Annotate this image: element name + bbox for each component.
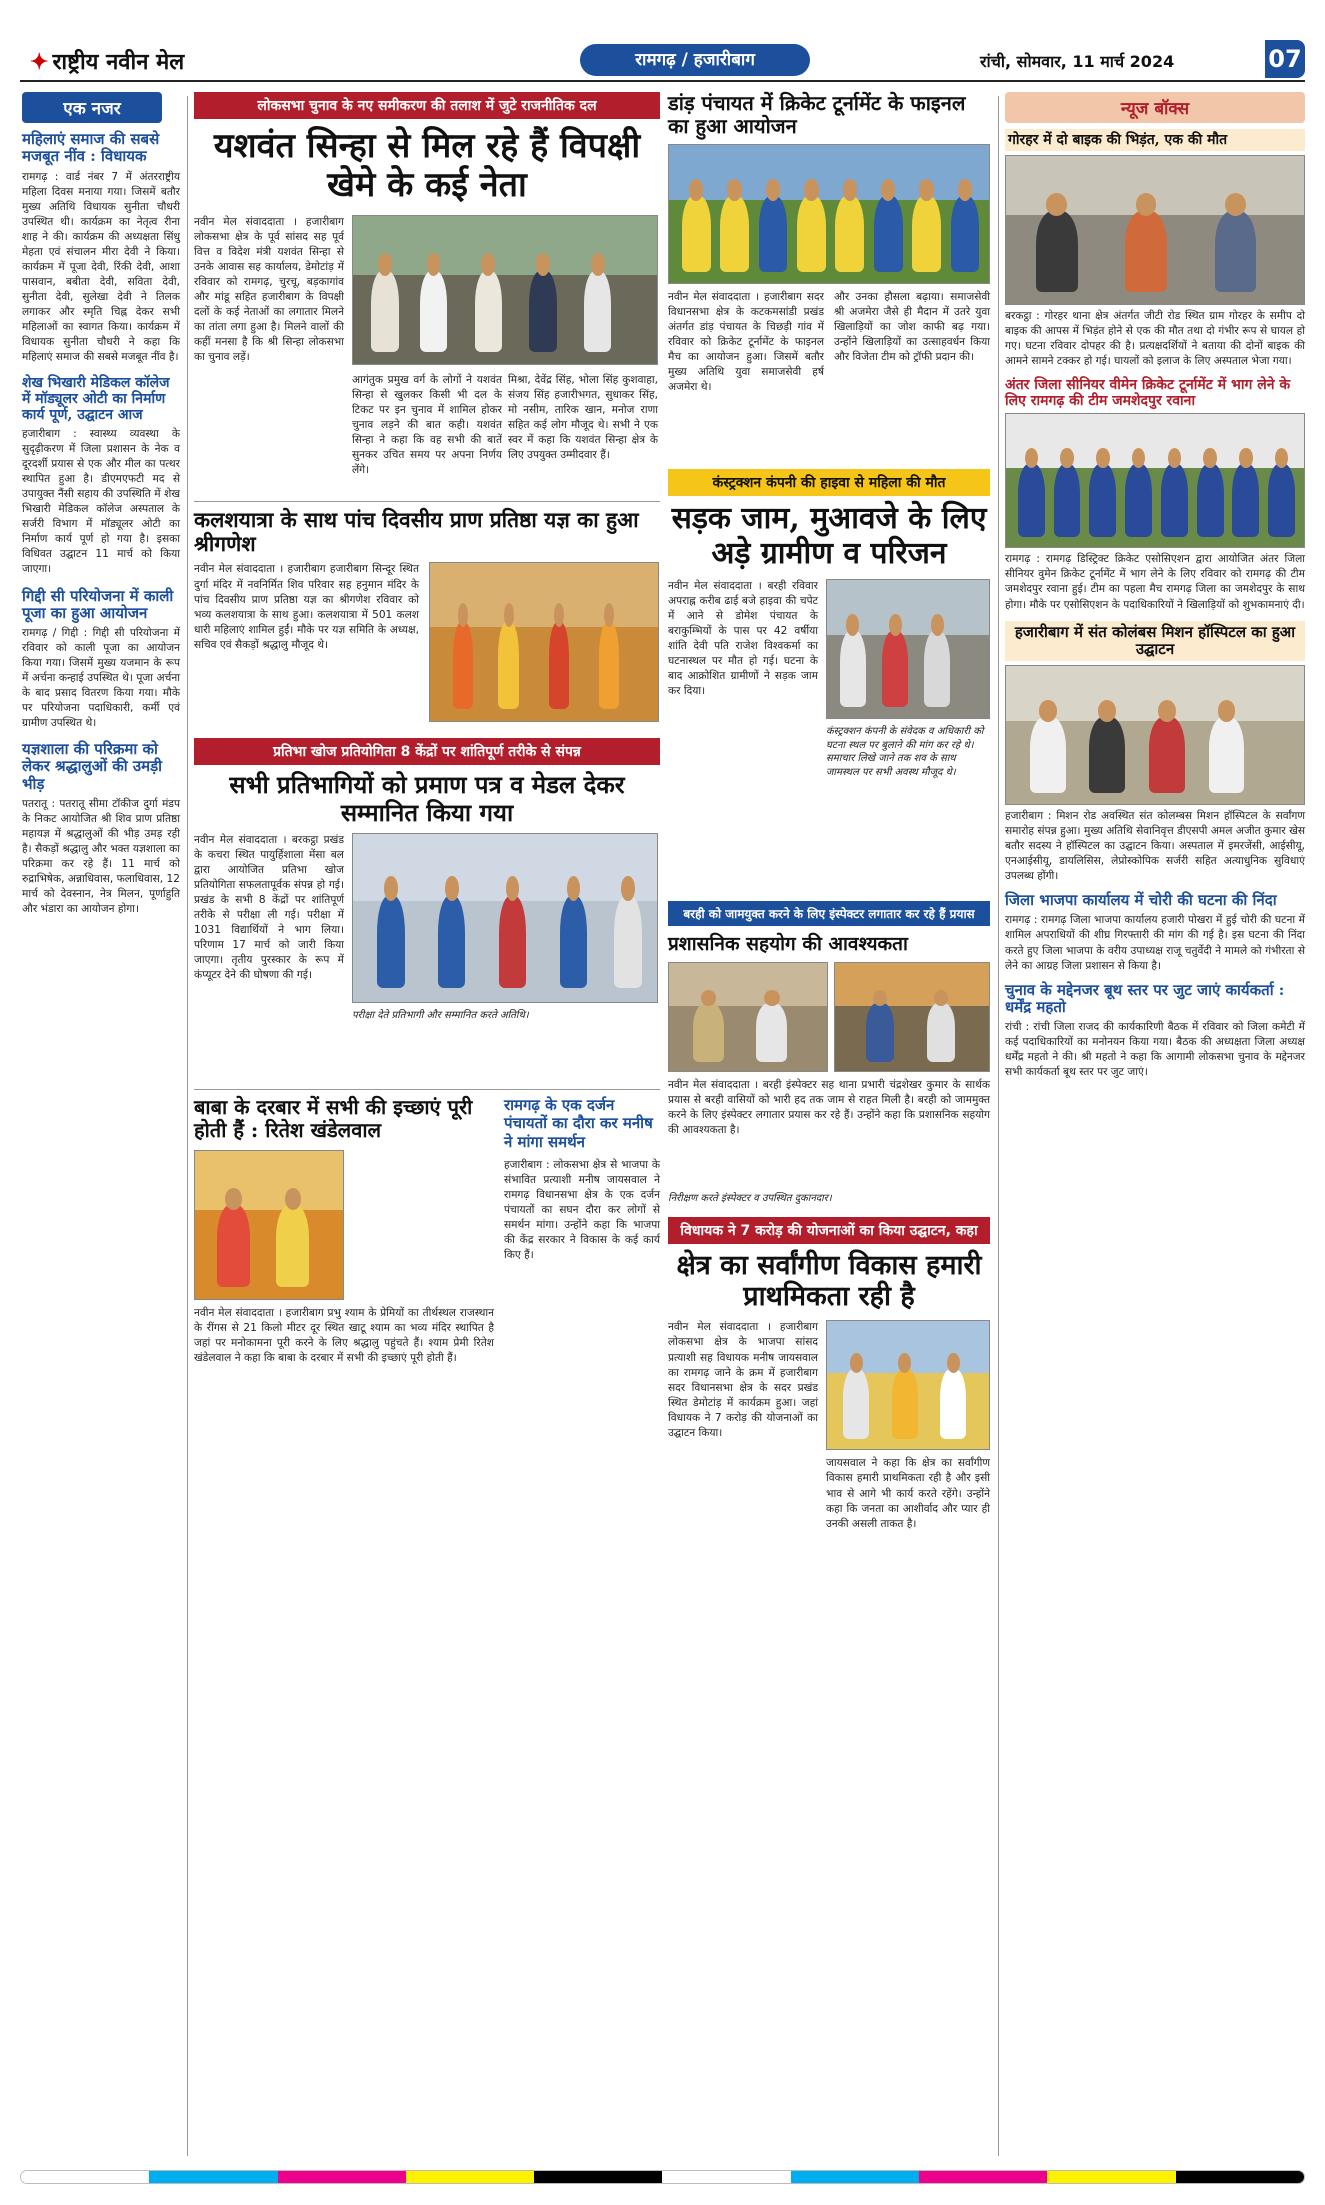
shops-photo [834, 962, 990, 1072]
shyam-photo [194, 1150, 344, 1300]
color-swatch [278, 2171, 406, 2183]
lead-story-block [194, 215, 660, 495]
cricket-photo [668, 144, 990, 284]
police-photo [668, 962, 828, 1072]
section-label: रामगढ़ / हजारीबाग [580, 44, 810, 76]
story-block [504, 1096, 660, 1263]
exam-photo [352, 833, 658, 1003]
story-headline: जिला भाजपा कार्यालय में चोरी की घटना की निंदा [1005, 891, 1277, 910]
story-strap: विधायक ने 7 करोड़ की योजनाओं का किया उद्घाटन, कहा [668, 1217, 990, 1244]
issue-date: रांची, सोमवार, 11 मार्च 2024 [980, 52, 1175, 71]
story-body: हजारीबाग : लोकसभा क्षेत्र से भाजपा के संभावित प्रत्याशी मनीष जायसवाल ने रामगढ़ विधानसभा क्षेत्र के एक दर्जन पंचायतों का सघन दौरा कर लोगों से समर्थन मांगा। उन्होंने कहा कि भाजपा की केंद्र सरकार ने विकास के कई कार्य किए हैं। [504, 1158, 660, 1262]
story-headline: अंतर जिला सीनियर वीमेन क्रिकेट टूर्नामेंट में भाग लेने के लिए रामगढ़ की टीम जमशेदपुर रवाना [1005, 377, 1291, 410]
story-headline: महिलाएं समाज की सबसे मजबूत नींव : विधायक [22, 130, 160, 166]
story-block [668, 962, 990, 1192]
story-body: रामगढ़ : वार्ड नंबर 7 में अंतरराष्ट्रीय महिला दिवस मनाया गया। जिसमें बतौर मुख्य अतिथि विधायक सुनीता चौधरी उपस्थित थी। कार्यक्रम का नेतृत्व रीना शाह ने की। कार्यक्रम की अध्यक्षता सिंधु मेहता एवं संचालन मीरा देवी ने किया। कार्यक्रम में पूजा देवी, रिंकी देवी, आशा पासवान, बबीता देवी, सविता देवी, सुनीता देवी, सुलेखा देवी ने तिलक लगाकर और स्मृति चिह्न देकर सभी महिलाओं का स्वागत किया। कार्यक्रम में विधायक सुनीता चौधरी ने कहा कि महिलाएं समाज की सबसे मजबूत नींव है। [22, 170, 180, 363]
story-body: हजारीबाग : स्वास्थ्य व्यवस्था के सुदृढ़ीकरण में जिला प्रशासन के नेक व दूरदर्शी प्रयास से एक और मील का पत्थर स्थापित हुआ है। डीएमएफटी मद से उपायुक्त नैंसी सहाय की उपस्थिति में शेख भिखारी मेडिकल कॉलेज अस्पताल के सर्जरी विभाग में मॉड्यूलर ओटी का निर्माण कार्य पूर्ण हो गया है। इसका विधिवत उद्घाटन 11 मार्च को किया जाएगा। [22, 428, 180, 576]
story-headline: डांड़ पंचायत में क्रिकेट टूर्नामेंट के फाइनल का हुआ आयोजन [668, 91, 966, 138]
column-news-box [1005, 92, 1305, 1080]
story-headline: यज्ञशाला की परिक्रमा को लेकर श्रद्धालुओं की उमड़ी भीड़ [22, 740, 162, 793]
hospital-photo [1005, 665, 1305, 805]
story-body: नवीन मेल संवाददाता । बरकट्ठा प्रखंड के कचरा स्थित पायुर्हिशाला मेंसा बल द्वारा आयोजित प्रतिभा खोज प्रतियोगिता सफलतापूर्वक संपन्न हो गई। प्रखंड के सभी 8 केंद्रों पर शांतिपूर्ण तरीके से परीक्षा ली गई। परीक्षा में 1031 विद्यार्थियों ने भाग लिया। परिणाम 17 मार्च को जारी किया जाएगा। तृतीय पुरस्कार के रूप में कंप्यूटर देने की घोषणा की गई। [194, 833, 344, 981]
yagya-photo [429, 562, 659, 722]
story-body: मिश्रा, देवेंद्र सिंह, भोला सिंह कुशवाहा, संजय सिंह हजारीभगत, सुधाकर सिंह, मो नसीम, तारिक खान, मनोज राणा सहित कई लोग मौजूद थे। सभी ने एक स्वर में कहा कि यशवंत सिन्हा क्षेत्र के लिए उपयुक्त उम्मीदवार हैं। [508, 374, 658, 462]
color-swatch [406, 2171, 534, 2183]
story-headline: हजारीबाग में संत कोलंबस मिशन हॉस्पिटल का हुआ उद्घाटन [1005, 621, 1305, 662]
story-headline: सड़क जाम, मुआवजे के लिए अड़े ग्रामीण व परिजन [671, 501, 987, 571]
story-body: रामगढ़ / गिद्दी : गिद्दी सी परियोजना में रविवार को काली पूजा का आयोजन किया गया। जिसमें मुख्य यजमान के रूप में अर्चना कन्हाई उपस्थित थे। पूजा अर्चना के बाद प्रसाद वितरण किया गया। मौके पर परियोजना पदाधिकारी, कर्मी एवं ग्रामीण उपस्थित थे। [22, 627, 180, 730]
photo-caption: निरीक्षण करते इंस्पेक्टर व उपस्थित दुकानदार। [668, 1192, 832, 1204]
story-body: नवीन मेल संवाददाता । हजारीबाग हजारीबाग सिन्दूर स्थित दुर्गा मंदिर में नवनिर्मित शिव परिवार सह हनुमान मंदिर के पांच दिवसीय प्राण प्रतिष्ठा यज्ञ का श्रीगणेश रविवार को भव्य कलशयात्रा के साथ हुआ। कलशयात्रा में 501 कलश धारी महिलाएं शामिल हुईं। मौके पर यज्ञ समिति के अध्यक्ष, सचिव एवं सैकड़ों श्रद्धालु मौजूद थे। [194, 563, 419, 651]
lead-headline: यशवंत सिन्हा से मिल रहे हैं विपक्षी खेमे के कई नेता [213, 126, 641, 206]
column-divider [187, 96, 188, 2156]
story-block [194, 833, 660, 1083]
story-headline: रामगढ़ के एक दर्जन पंचायतों का दौरा कर मनीष ने मांगा समर्थन [504, 1095, 653, 1152]
story-headline: कलशयात्रा के साथ पांच दिवसीय प्राण प्रतिष्ठा यज्ञ का हुआ श्रीगणेश [194, 507, 639, 557]
story-body: नवीन मेल संवाददाता । हजारीबाग लोकसभा क्षेत्र के पूर्व सांसद सह पूर्व वित्त व विदेश मंत्री यशवंत सिन्हा से उनके आवास सह कार्यालय, डेमोटांड़ में रविवार को रामगढ़, चुरचू, बड़कागांव और मांडू सहित हजारीबाग के विपक्षी दलों के कई नेताओं का लगातार मिलने का तांता लगा हुआ है। मिलने वालों की कहीं मनसा है कि श्री सिन्हा लोकसभा का चुनाव लड़ें। [194, 216, 344, 364]
column-divider [998, 96, 999, 2156]
cricket-team-photo [1005, 413, 1305, 548]
story-headline: क्षेत्र का सर्वांगीण विकास हमारी प्राथमिकता रही है [676, 1250, 982, 1313]
photo-caption: परीक्षा देते प्रतिभागी और सम्मानित करते अतिथि। [352, 1009, 529, 1021]
story-block [668, 290, 990, 465]
photo-caption: कंस्ट्रक्शन कंपनी के संवेदक व अधिकारी को घटना स्थल पर बुलाने की मांग कर रहे थे। समाचार लिखे जाने तक शव के साथ जामस्थल पर सभी अवस्थ मौजूद थे। [826, 726, 984, 778]
color-swatch [149, 2171, 277, 2183]
story-body: नवीन मेल संवाददाता । बरही इंस्पेक्टर सह थाना प्रभारी चंद्रशेखर कुमार के सार्थक प्रयास से बरही वासियों को भारी हद तक जाम से राहत मिली है। बरही को जाममुक्त करने के लिए इंस्पेक्टर लगातार प्रयास कर रहे हैं। उन्होंने कहा कि प्रशासनिक सहयोग की आवश्यकता है। [668, 1078, 990, 1136]
accident-photo [1005, 155, 1305, 305]
story-headline: चुनाव के मद्देनजर बूथ स्तर पर जुट जाएं कार्यकर्ता : धर्मेंद्र महतो [1005, 980, 1285, 1016]
color-swatch [919, 2171, 1047, 2183]
column-ek-nazar [22, 92, 180, 917]
color-swatch [534, 2171, 662, 2183]
story-headline: प्रशासनिक सहयोग की आवश्यकता [668, 933, 908, 955]
color-swatch [1047, 2171, 1175, 2183]
news-box-title: न्यूज बॉक्स [1005, 92, 1305, 123]
story-body: रामगढ़ : रामगढ़ डिस्ट्रिक्ट क्रिकेट एसोसिएशन द्वारा आयोजित अंतर जिला सीनियर वुमेन क्रिकेट टूर्नामेंट में भाग लेने के लिए रविवार को रामगढ़ की टीम जमशेदपुर रवाना हुई। टीम का पहला मैच रामगढ़ जिला का जमशेदपुर के साथ होगा। मौके पर एसोसिएशन के पदाधिकारियों ने खिलाड़ियों को शुभकामनाएं दी। [1005, 553, 1305, 611]
story-block [668, 579, 990, 899]
story-body: बरकट्ठा : गोरहर थाना क्षेत्र अंतर्गत जीटी रोड स्थित ग्राम गोरहर के समीप दो बाइक की आपस में भिड़ंत होने से एक की मौत तथा दो गंभीर रूप से घायल हो गए। घटना रविवार दोपहर की है। प्रत्यक्षदर्शियों ने बताया की दोनों बाइक की आमने सामने टक्कर हो गई। घायलों को इलाज के लिए अस्पताल भेजा गया। [1005, 310, 1305, 368]
story-body: आगंतुक प्रमुख वर्ग के लोगों ने यशवंत सिन्हा से खुलकर किसी भी दल के टिकट पर इन चुनाव में शामिल होकर चुनाव लड़ने की बात कही। यशवंत सिन्हा ने कहा कि वह सभी की बातें सुनकर उचित समय पर अपना निर्णय लेंगे। [352, 374, 502, 477]
story-block [194, 1096, 660, 1516]
story-headline: बाबा के दरबार में सभी की इच्छाएं पूरी होती हैं : रितेश खंडेलवाल [194, 1094, 473, 1142]
story-strap: कंस्ट्रक्शन कंपनी की हाइवा से महिला की मौत [668, 469, 990, 496]
column-lead [194, 92, 660, 1516]
story-body: और उनका हौसला बढ़ाया। समाजसेवी श्री अजमेरा जैसे ही मैदान में उतरे युवा खिलाड़ियों का जोश काफी बढ़ गया। उन्होंने खिलाड़ियों का उत्साहवर्धन किया और विजेता टीम को ट्रॉफी प्रदान की। [834, 291, 990, 364]
story-body: नवीन मेल संवाददाता । हजारीबाग प्रभु श्याम के प्रेमियों का तीर्थस्थल राजस्थान के रींगस से 21 किलो मीटर दूर स्थित खाटू श्याम का भव्य मंदिर स्थापित है जहां पर मनोकामना पूरी करने के लिए श्रद्धालु पहुंचते हैं। श्याम प्रेमी रितेश खंडेलवाल ने कहा कि बाबा के दरबार में सभी की इच्छाएं पूरी होती हैं। [194, 1306, 494, 1364]
inauguration-photo [826, 1320, 990, 1450]
color-swatch [662, 2171, 790, 2183]
story-body: जायसवाल ने कहा कि क्षेत्र का सर्वांगीण विकास हमारी प्राथमिकता रही है और इसी भाव से आगे भी कार्य करते रहेंगे। उन्होंने कहा कि जनता का आशीर्वाद और प्यार ही उनकी असली ताकत है। [826, 1457, 990, 1530]
story-block [668, 1320, 990, 1600]
page-number: 07 [1265, 40, 1305, 78]
column-three [668, 92, 990, 1600]
story-body: रांची : रांची जिला राजद की कार्यकारिणी बैठक में रविवार को जिला कमेटी में कई पदाधिकारियों का मनोनयन किया गया। बैठक की अध्यक्षता जिला अध्यक्ष धर्मेंद्र महतो ने की। श्री महतो ने कहा कि आगामी लोकसभा चुनाव के मद्देनजर सभी कार्यकर्ता बूथ स्तर पर जुट जाएं। [1005, 1021, 1305, 1079]
color-registration-bar [20, 2170, 1305, 2184]
story-block [194, 1096, 494, 1366]
story-body: नवीन मेल संवाददाता । हजारीबाग सदर विधानसभा क्षेत्र के कटकमसांडी प्रखंड अंतर्गत डांड़ पंचायत के चिछड़ी गांव में रविवार को क्रिकेट टूर्नामेंट के फाइनल मैच का आयोजन हुआ। जिसमें बतौर मुख्य अतिथि युवा समाजसेवी हर्ष अजमेरा थे। [668, 291, 824, 394]
lead-strap: लोकसभा चुनाव के नए समीकरण की तलाश में जुटे राजनीतिक दल [194, 92, 660, 119]
story-body: नवीन मेल संवाददाता । बरही रविवार अपराह्न करीब ढाई बजे हाइवा की चपेट में आने से डोमेश पंचायत के बराकुम्भियों के पास पर 42 वर्षीया शांति देवी पति राजेश विश्वकर्मा का घटनास्थल पर मौत हो गई। घटना के बाद आक्रोशित ग्रामीणों ने सड़क जाम कर दिया। [668, 580, 818, 698]
color-swatch [21, 2171, 149, 2183]
star-icon: ✦ [30, 49, 49, 75]
color-swatch [791, 2171, 919, 2183]
story-body: हजारीबाग : मिशन रोड अवस्थित संत कोलम्बस मिशन हॉस्पिटल के सर्वांगण समारोह संपन्न हुआ। मुख्य अतिथि सेवानिवृत्त डीएसपी अमल अजीत कुमार खेस बतौर सदस्य ने हॉस्पिटल का उद्घाटन किया। अस्पताल में इमरजेंसी, आईसीयू, एनआईसीयू, डायलिसिस, लेप्रोस्कोपिक सर्जरी सहित अत्याधुनिक सुविधाएं उपलब्ध होंगी। [1005, 810, 1305, 883]
story-body: नवीन मेल संवाददाता । हजारीबाग लोकसभा क्षेत्र के भाजपा सांसद प्रत्याशी सह विधायक मनीष जायसवाल का रामगढ़ जाने के क्रम में हजारीबाग सदर विधानसभा क्षेत्र के सदर प्रखंड स्थित डेमोटांड़ में कार्यक्रम हुआ। जहां विधायक ने 7 करोड़ की योजनाओं का उद्घाटन किया। [668, 1321, 818, 1439]
paper-name-text: राष्ट्रीय नवीन मेल [52, 49, 185, 75]
masthead [20, 42, 1305, 82]
story-headline: शेख भिखारी मेडिकल कॉलेज में मॉड्यूलर ओटी का निर्माण कार्य पूर्ण, उद्घाटन आज [22, 374, 170, 424]
road-jam-photo [826, 579, 990, 719]
paper-name [30, 46, 184, 76]
story-note: बरही को जामयुक्त करने के लिए इंस्पेक्टर लगातार कर रहे हैं प्रयास [668, 901, 990, 926]
color-swatch [1176, 2171, 1304, 2183]
story-headline: गोरहर में दो बाइक की भिड़ंत, एक की मौत [1005, 129, 1305, 151]
story-strap: प्रतिभा खोज प्रतियोगिता 8 केंद्रों पर शांतिपूर्ण तरीके से संपन्न [194, 738, 660, 765]
lead-photo [352, 215, 658, 365]
section-tag: एक नजर [22, 92, 162, 123]
story-body: पतरातू : पतरातू सीमा टॉकीज दुर्गा मंडप के निकट आयोजित श्री शिव प्राण प्रतिष्ठा महायज्ञ में श्रद्धालुओं की भीड़ उमड़ रही है। सैकड़ों श्रद्धालु और भक्त यज्ञशाला का परिक्रमा कर रहे हैं। 11 मार्च को रुद्राभिषेक, अन्नाधिवास, फलाधिवास, 12 मार्च को देवस्नान, नेत्र मिलन, पूर्णाहुति और भंडारा का आयोजन होगा। [22, 797, 180, 916]
story-block [194, 562, 660, 732]
story-headline: गिद्दी सी परियोजना में काली पूजा का हुआ आयोजन [22, 586, 174, 622]
story-body: रामगढ़ : रामगढ़ जिला भाजपा कार्यालय हजारी पोखरा में हुई चोरी की घटना में शामिल अपराधियों की शीघ्र गिरफ्तारी की मांग की गई है। इस घटना की निंदा करते हुए जिला भाजपा के वरीय उपाध्यक्ष राजू चतुर्वेदी ने मामले को गंभीरता से लेने का आग्रह जिला प्रशासन से किया है। [1005, 914, 1305, 972]
story-headline: सभी प्रतिभागियों को प्रमाण पत्र व मेडल देकर सम्मानित किया गया [229, 770, 625, 828]
